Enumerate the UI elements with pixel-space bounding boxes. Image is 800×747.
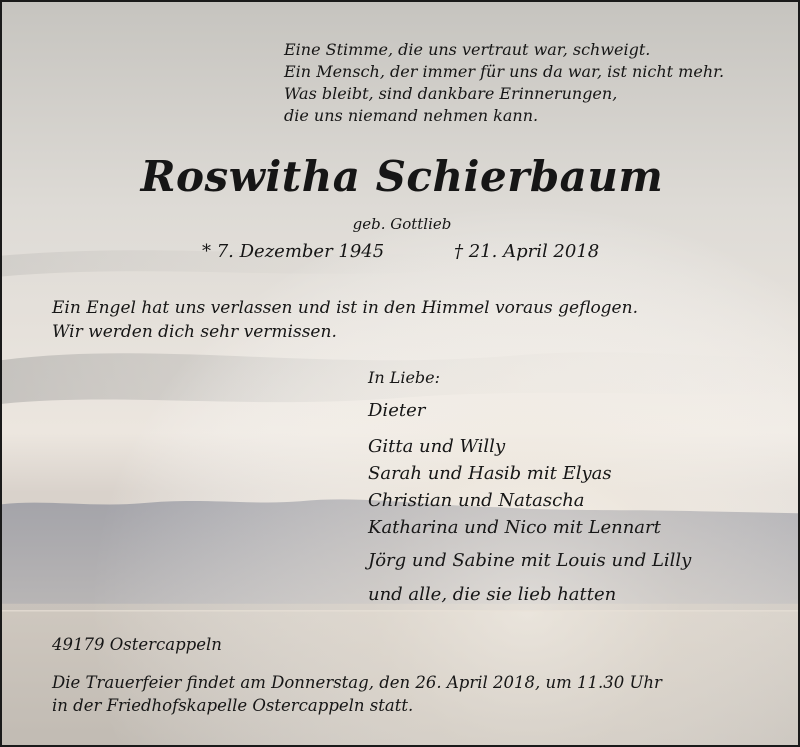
mourners-heading: In Liebe: [368,368,441,387]
poem-line-1: Eine Stimme, die uns vertraut war, schweigt. [284,40,651,59]
location: 49179 Ostercappeln [52,635,222,654]
birth-date: * 7. Dezember 1945 [202,241,385,262]
mourner-name: Jörg und Sabine mit Louis und Lilly [368,550,692,571]
mourner-name: Gitta und Willy [368,436,506,457]
mourner-name: Sarah und Hasib mit Elyas [368,463,612,484]
death-date: † 21. April 2018 [454,241,600,262]
poem-line-4: die uns niemand nehmen kann. [284,106,539,125]
mourner-name: Dieter [368,400,426,421]
message-line-2: Wir werden dich sehr vermissen. [52,322,337,342]
deceased-name: Roswitha Schierbaum [140,152,664,201]
message-line-1: Ein Engel hat uns verlassen und ist in den Himmel voraus geflogen. [52,298,638,318]
mourner-name: und alle, die sie lieb hatten [368,584,617,605]
funeral-info-line-2: in der Friedhofskapelle Ostercappeln statt. [52,696,414,715]
poem-line-2: Ein Mensch, der immer für uns da war, ist nicht mehr. [284,62,725,81]
maiden-name: geb. Gottlieb [352,215,452,233]
mourner-name: Katharina und Nico mit Lennart [368,517,661,538]
mourner-name: Christian und Natascha [368,490,585,511]
funeral-info-line-1: Die Trauerfeier findet am Donnerstag, den 26. April 2018, um 11.30 Uhr [52,673,662,692]
poem-line-3: Was bleibt, sind dankbare Erinnerungen, [284,84,618,103]
